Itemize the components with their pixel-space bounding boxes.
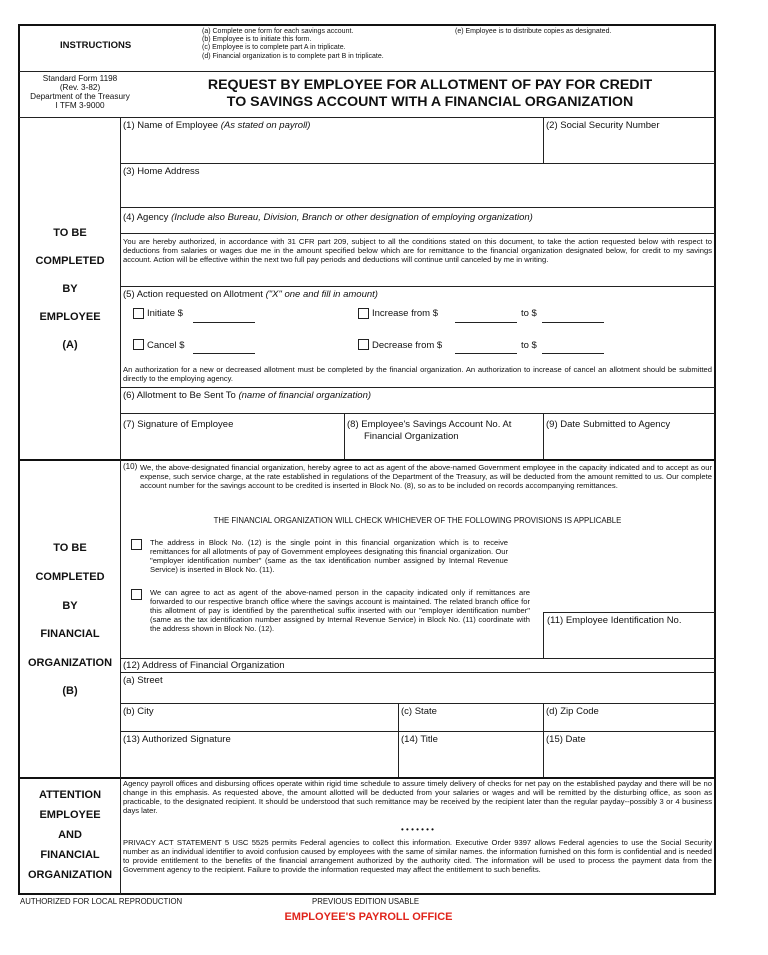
field-ssn[interactable]: (2) Social Security Number bbox=[546, 120, 660, 131]
initiate-amount-field[interactable] bbox=[193, 322, 255, 323]
field-note: (name of financial organization) bbox=[238, 390, 372, 401]
field-label: Financial Organization bbox=[364, 430, 459, 442]
cancel-checkbox[interactable] bbox=[133, 339, 144, 350]
copy-designation: EMPLOYEE'S PAYROLL OFFICE bbox=[284, 911, 453, 923]
increase-to-label: to $ bbox=[521, 308, 537, 319]
section-divider bbox=[19, 459, 715, 461]
instructions-label: INSTRUCTIONS bbox=[60, 40, 132, 51]
payroll-notice: Agency payroll offices and disbursing offices operate within rigid time schedule to assure timely delivery of checks for net pay on the established payday and there will be no change in this emphasis. As requested above, the amount allotted will be deducted from your salaries or wages and will be remitted by the disturbing office, as soon as practicable, to the designated recipient. It should be understood that such remittance may be received by the recipient later than the regular payday--possibly 3 or 4 business days later. bbox=[123, 779, 712, 815]
side-text: ORGANIZATION bbox=[27, 869, 113, 881]
field-employee-name[interactable] bbox=[123, 120, 310, 131]
field-title[interactable]: (14) Title bbox=[401, 734, 438, 745]
decrease-from-field[interactable] bbox=[455, 353, 517, 354]
side-text: FINANCIAL bbox=[40, 849, 100, 861]
divider bbox=[120, 233, 715, 234]
financial-org-agreement: We, the above-designated financial organization, hereby agree to act as agent of the above-named Government employee in the capacity indicated and to accept as our expense, such service charge, at the rate established in regulations of the Department of the Treasury, as will be deducted from the amount remitted to us. Our complete account number for the savings account to be credited is inserted in Block No. (8), so as to be included on records accompanying remittances. bbox=[140, 463, 712, 490]
field-agency[interactable] bbox=[123, 212, 533, 223]
single-point-text: The address in Block No. (12) is the single point in this financial organization which is to receive remittances for all allotments of pay of Government employees designating this financial organization. Our "employer identification number" (same as the tax identification number assigned by Internal Revenue Service) is inserted in Block No. (11). bbox=[150, 538, 508, 574]
reproduction-note: AUTHORIZED FOR LOCAL REPRODUCTION bbox=[20, 897, 183, 906]
field-allotment-recipient[interactable] bbox=[123, 390, 371, 401]
authorization-text: You are hereby authorized, in accordance with 31 CFR part 209, subject to all the conditions stated on this document, to take the action requested below with respect to deductions from salaries or wages due me in the amount specified below which are for remittance to the financial organization designated below, for credit to my savings account. Action will be effective within the next two full pay periods and deductions will continue until canceled by me in writing. bbox=[123, 237, 712, 264]
column-divider bbox=[344, 413, 345, 459]
field-employer-id[interactable]: (11) Employee Identification No. bbox=[547, 615, 682, 626]
column-divider bbox=[398, 703, 399, 777]
side-text: (A) bbox=[62, 339, 78, 351]
divider bbox=[120, 387, 715, 388]
separator-dots: • • • • • • • bbox=[401, 825, 434, 834]
side-text: AND bbox=[58, 829, 82, 841]
edition-note: PREVIOUS EDITION USABLE bbox=[312, 897, 420, 906]
single-point-checkbox[interactable] bbox=[131, 539, 142, 550]
initiate-label: Initiate $ bbox=[147, 308, 183, 319]
field-label: (8) Employee's Savings Account No. At bbox=[347, 419, 512, 430]
initiate-checkbox[interactable] bbox=[133, 308, 144, 319]
title-line: TO SAVINGS ACCOUNT WITH A FINANCIAL ORGANIZATION bbox=[226, 94, 634, 110]
column-divider bbox=[543, 703, 544, 777]
divider bbox=[120, 207, 715, 208]
branch-office-text: We can agree to act as agent of the above-named person in the capacity indicated only if remittances are forwarded to our respective branch office where the savings account is maintained. The related branch office for this allotment of pay is identified by the parenthetical suffix inserted with our "employer identification number" (same as the tax identification number assigned by Internal Revenue Service) in Block No. (11) coordinate with the address shown in Block No. (12). bbox=[150, 588, 530, 633]
side-text: COMPLETED bbox=[35, 255, 105, 267]
field-note: (As stated on payroll) bbox=[220, 120, 311, 131]
side-text: ORGANIZATION bbox=[27, 657, 113, 669]
field-employee-signature[interactable]: (7) Signature of Employee bbox=[123, 419, 234, 430]
field-date-submitted[interactable]: (9) Date Submitted to Agency bbox=[546, 419, 671, 430]
side-text: BY bbox=[62, 600, 78, 612]
check-heading: THE FINANCIAL ORGANIZATION WILL CHECK WHICHEVER OF THE FOLLOWING PROVISIONS IS APPLICABLE bbox=[213, 516, 622, 525]
side-text: COMPLETED bbox=[35, 571, 105, 583]
field-label: (4) Agency bbox=[123, 212, 172, 223]
divider bbox=[120, 413, 715, 414]
increase-checkbox[interactable] bbox=[358, 308, 369, 319]
field-note: ("X" one and fill in amount) bbox=[265, 289, 378, 300]
increase-to-field[interactable] bbox=[542, 322, 604, 323]
field-action-label bbox=[123, 289, 378, 300]
decrease-label: Decrease from $ bbox=[372, 340, 443, 351]
privacy-act-statement: PRIVACY ACT STATEMENT 5 USC 5525 permits Federal agencies to collect this information. Executive Order 9397 allows Federal agencies to use the Social Security number as an individual identifier to avoid confusion caused by employees with the same of similar names. the information furnished on this form is confidential and is needed to provide entitlement to the benefits of the financial arrangement authorized by the authority cited. The information will be used to process the payment data from the Government agency to the recipient. Failure to provide the information requested may affect the entitlement to such benefits. bbox=[123, 838, 712, 874]
form-number: Standard Form 1198 bbox=[42, 74, 118, 83]
divider bbox=[120, 658, 715, 659]
side-text: BY bbox=[62, 283, 78, 295]
field-street[interactable]: (a) Street bbox=[123, 675, 163, 686]
instructions-list bbox=[202, 28, 452, 61]
column-divider bbox=[543, 117, 544, 163]
cancel-amount-field[interactable] bbox=[193, 353, 255, 354]
part-a-side-label bbox=[20, 227, 120, 367]
branch-office-checkbox[interactable] bbox=[131, 589, 142, 600]
attention-side-label bbox=[20, 789, 120, 889]
field-city[interactable]: (b) City bbox=[123, 706, 154, 717]
allotment-note: An authorization for a new or decreased allotment must be completed by the financial organization. An authorization to increase of cancel an allotment should be submitted directly to the employing agency. bbox=[123, 365, 712, 383]
column-divider bbox=[543, 413, 544, 459]
form-identifier bbox=[24, 74, 136, 110]
field-zip-code[interactable]: (d) Zip Code bbox=[546, 706, 599, 717]
form-department: Department of the Treasury bbox=[30, 92, 130, 101]
side-text: TO BE bbox=[53, 542, 87, 554]
field-home-address[interactable]: (3) Home Address bbox=[123, 166, 200, 177]
side-text: TO BE bbox=[53, 227, 87, 239]
instruction-item: (d) Financial organization is to complete part B in triplicate. bbox=[202, 52, 384, 60]
divider bbox=[120, 731, 715, 732]
increase-from-field[interactable] bbox=[455, 322, 517, 323]
side-text: (B) bbox=[62, 685, 78, 697]
side-text: EMPLOYEE bbox=[39, 311, 101, 323]
divider bbox=[120, 703, 715, 704]
divider bbox=[19, 71, 715, 72]
field-note: (Include also Bureau, Division, Branch or other designation of employing organization) bbox=[171, 212, 533, 223]
decrease-to-field[interactable] bbox=[542, 353, 604, 354]
instruction-item: (e) Employee is to distribute copies as designated. bbox=[455, 28, 612, 35]
decrease-to-label: to $ bbox=[521, 340, 537, 351]
field-label: (1) Name of Employee bbox=[123, 120, 221, 131]
form-revision: (Rev. 3-82) bbox=[59, 83, 101, 92]
field-10-number: (10) bbox=[123, 462, 138, 471]
instruction-item: (b) Employee is to initiate this form. bbox=[202, 36, 312, 44]
field-state[interactable]: (c) State bbox=[401, 706, 437, 717]
page-title bbox=[150, 77, 710, 111]
column-divider bbox=[543, 612, 544, 658]
decrease-checkbox[interactable] bbox=[358, 339, 369, 350]
divider bbox=[543, 612, 715, 613]
instruction-item: (c) Employee is to complete part A in triplicate. bbox=[202, 44, 346, 52]
column-divider bbox=[120, 117, 121, 895]
divider bbox=[120, 163, 715, 164]
part-b-side-label bbox=[20, 542, 120, 713]
instruction-item: (a) Complete one form for each savings account. bbox=[202, 28, 354, 35]
side-text: ATTENTION bbox=[38, 789, 102, 801]
cancel-label: Cancel $ bbox=[147, 340, 185, 351]
field-authorized-signature[interactable]: (13) Authorized Signature bbox=[123, 734, 231, 745]
side-text: FINANCIAL bbox=[40, 628, 100, 640]
divider bbox=[120, 286, 715, 287]
field-savings-account-no[interactable] bbox=[347, 419, 511, 442]
field-financial-org-address: (12) Address of Financial Organization bbox=[123, 660, 285, 671]
divider bbox=[19, 117, 715, 118]
field-label: (6) Allotment to Be Sent To bbox=[123, 390, 239, 401]
side-text: EMPLOYEE bbox=[39, 809, 101, 821]
increase-label: Increase from $ bbox=[372, 308, 438, 319]
divider bbox=[120, 672, 715, 673]
title-line: REQUEST BY EMPLOYEE FOR ALLOTMENT OF PAY FOR CREDIT bbox=[207, 77, 653, 93]
field-date[interactable]: (15) Date bbox=[546, 734, 586, 745]
field-label: (5) Action requested on Allotment bbox=[123, 289, 266, 300]
form-reference: I TFM 3-9000 bbox=[55, 101, 105, 110]
